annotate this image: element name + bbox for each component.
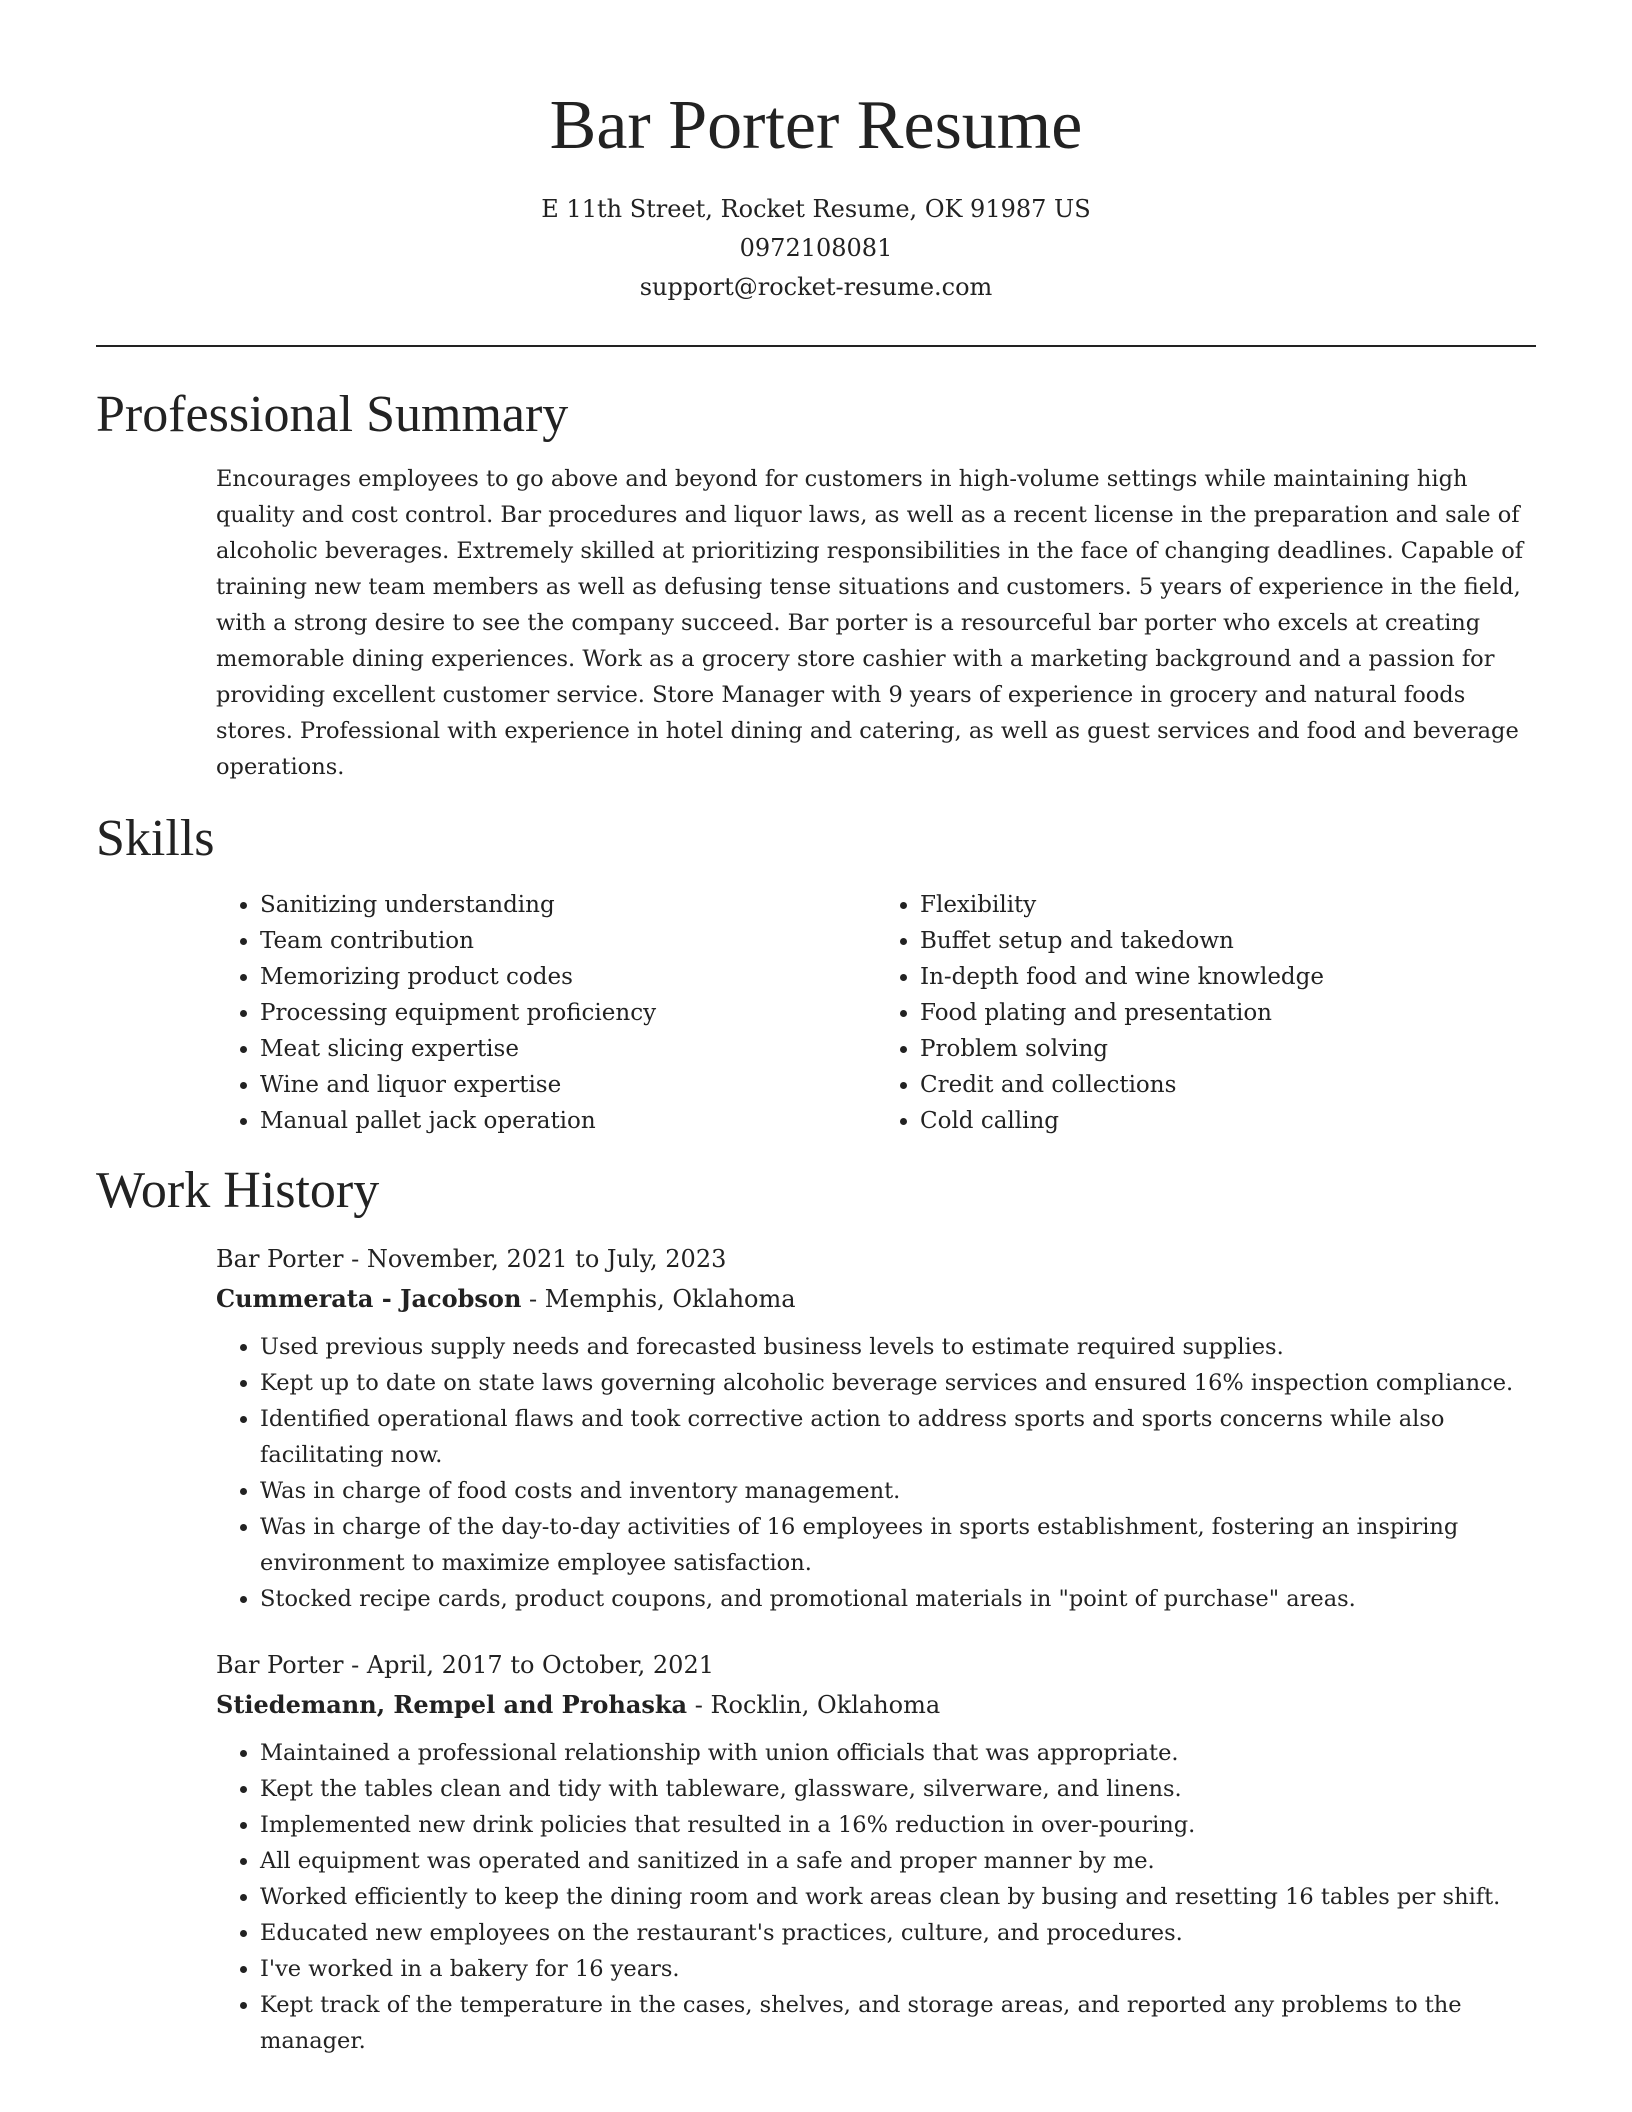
company-name: Cummerata - Jacobson <box>216 1284 522 1313</box>
skill-item: • Problem solving <box>920 1031 1536 1067</box>
job-title-dates: Bar Porter - April, 2017 to October, 2021 <box>216 1651 714 1679</box>
job-bullet: • Maintained a professional relationship with union officials that was appropriate. <box>260 1735 1560 1771</box>
skill-item: • Meat slicing expertise <box>260 1031 876 1067</box>
company-name: Stiedemann, Rempel and Prohaska <box>216 1690 688 1719</box>
work-history-heading: Work History <box>96 1162 380 1219</box>
job-entry <box>216 1645 1536 2059</box>
job-bullet: • Kept track of the temperature in the cases, shelves, and storage areas, and reported any problems to the manager. <box>260 1987 1560 2059</box>
job-entry <box>216 1239 1536 1617</box>
job-bullet: • Stocked recipe cards, product coupons, and promotional materials in "point of purchase" areas. <box>260 1581 1560 1617</box>
contact-phone: 0972108081 <box>739 234 893 262</box>
skill-item: • Memorizing product codes <box>260 959 876 995</box>
skills-list-left <box>216 887 876 1139</box>
job-bullet: • Was in charge of food costs and inventory management. <box>260 1473 1560 1509</box>
job-title-dates: Bar Porter - November, 2021 to July, 2023 <box>216 1245 727 1273</box>
skills-grid <box>216 887 1536 1139</box>
job-bullet: • Implemented new drink policies that resulted in a 16% reduction in over-pouring. <box>260 1807 1560 1843</box>
skill-item: • Processing equipment proficiency <box>260 995 876 1031</box>
contact-address: E 11th Street, Rocket Resume, OK 91987 US <box>541 195 1091 223</box>
company-location: - Memphis, Oklahoma <box>521 1285 796 1313</box>
job-bullet: • Educated new employees on the restaurant's practices, culture, and procedures. <box>260 1915 1560 1951</box>
skill-item: • Wine and liquor expertise <box>260 1067 876 1103</box>
summary-paragraph: Encourages employees to go above and beyond for customers in high-volume settings while maintaining high quality and cost control. Bar procedures and liquor laws, as well as a recent license in the preparation and sale of alcoholic beverages. Extremely skilled at prioritizing responsibilities in the face of changing deadlines. Capable of training new team members as well as defusing tense situations and customers. 5 years of experience in the field, with a strong desire to see the company succeed. Bar porter is a resourceful bar porter who excels at creating memorable dining experiences. Work as a grocery store cashier with a marketing background and a passion for providing excellent customer service. Store Manager with 9 years of experience in grocery and natural foods stores. Professional with experience in hotel dining and catering, as well as guest services and food and beverage operations. <box>216 466 1524 780</box>
skill-item: • Manual pallet jack operation <box>260 1103 876 1139</box>
job-bullet-list <box>216 1735 1560 2059</box>
resume-page <box>96 0 1536 2059</box>
resume-header <box>96 0 1536 307</box>
skill-item: • Credit and collections <box>920 1067 1536 1103</box>
skill-item: • Cold calling <box>920 1103 1536 1139</box>
skill-item: • Food plating and presentation <box>920 995 1536 1031</box>
job-bullet-list <box>216 1329 1560 1617</box>
job-bullet: • Kept the tables clean and tidy with tableware, glassware, silverware, and linens. <box>260 1771 1560 1807</box>
job-bullet: • I've worked in a bakery for 16 years. <box>260 1951 1560 1987</box>
job-bullet: • Worked efficiently to keep the dining room and work areas clean by busing and resetting 16 tables per shift. <box>260 1879 1560 1915</box>
job-bullet: • Used previous supply needs and forecasted business levels to estimate required supplies. <box>260 1329 1560 1365</box>
job-bullet: • Identified operational flaws and took corrective action to address sports and sports concerns while also facilitating now. <box>260 1401 1560 1473</box>
summary-heading: Professional Summary <box>96 386 569 443</box>
skills-list-right <box>876 887 1536 1139</box>
skill-item: • Sanitizing understanding <box>260 887 876 923</box>
skills-heading: Skills <box>96 810 215 867</box>
skill-item: • Team contribution <box>260 923 876 959</box>
contact-email: support@rocket-resume.com <box>639 273 993 301</box>
job-company-line <box>216 1279 1536 1319</box>
header-divider <box>96 345 1536 347</box>
company-location: - Rocklin, Oklahoma <box>687 1691 941 1719</box>
skill-item: • In-depth food and wine knowledge <box>920 959 1536 995</box>
resume-title: Bar Porter Resume <box>549 87 1083 164</box>
job-bullet: • Was in charge of the day-to-day activities of 16 employees in sports establishment, fostering an inspiring environment to maximize employee satisfaction. <box>260 1509 1560 1581</box>
job-company-line <box>216 1685 1536 1725</box>
job-bullet: • All equipment was operated and sanitized in a safe and proper manner by me. <box>260 1843 1560 1879</box>
job-bullet: • Kept up to date on state laws governing alcoholic beverage services and ensured 16% inspection compliance. <box>260 1365 1560 1401</box>
skill-item: • Flexibility <box>920 887 1536 923</box>
skill-item: • Buffet setup and takedown <box>920 923 1536 959</box>
